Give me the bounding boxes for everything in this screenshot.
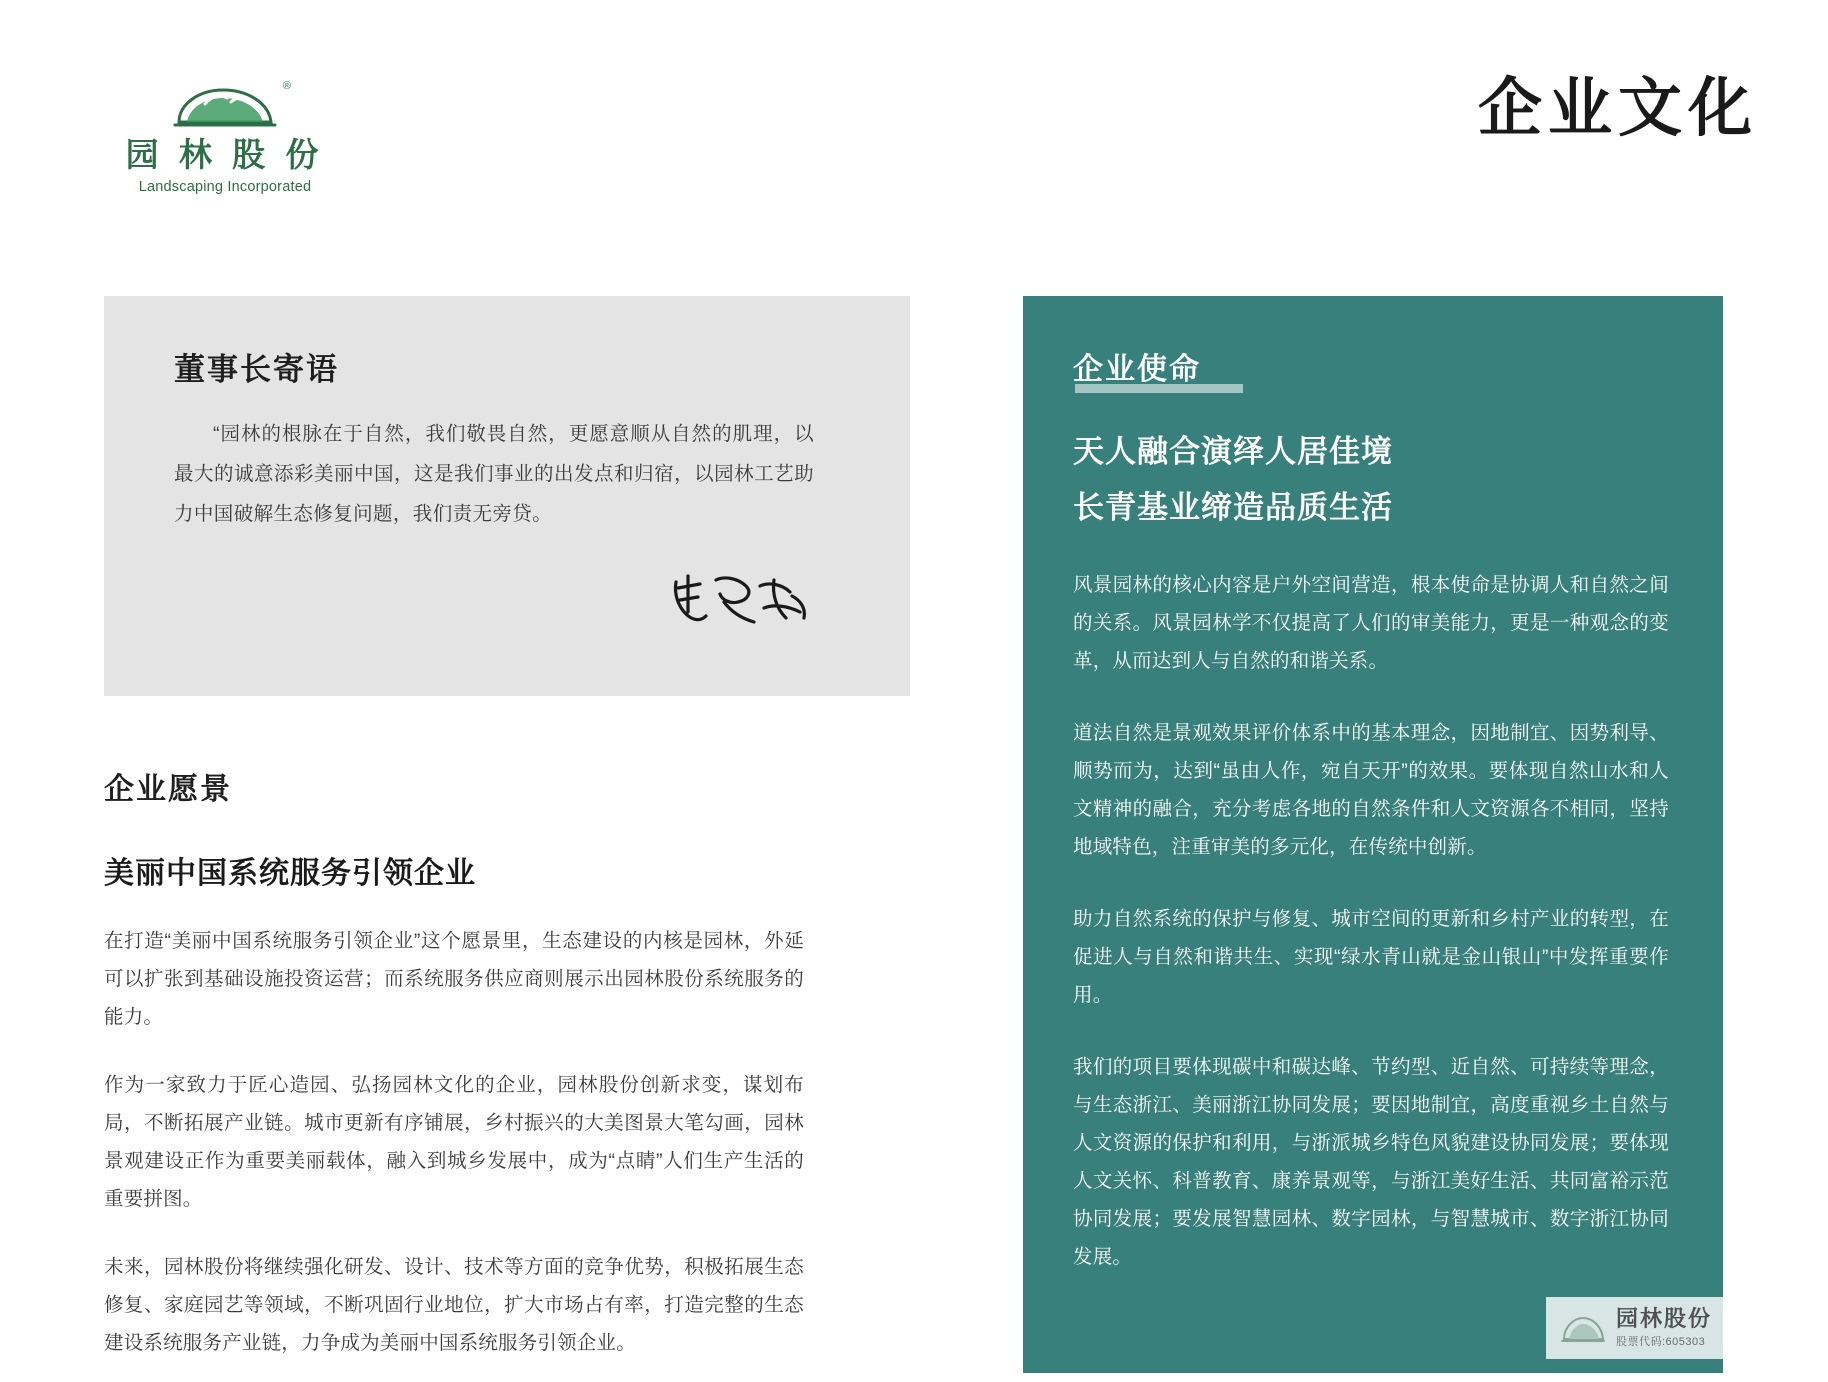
vision-heading <box>104 764 232 810</box>
chairman-message-title: 董事长寄语 <box>174 352 339 387</box>
vision-paragraphs <box>104 922 804 1362</box>
page-title-block <box>1478 72 1758 144</box>
logo-text-cn: 园 林 股 份 <box>125 138 325 174</box>
logo-mark-icon <box>165 78 291 134</box>
watermark-name: 园林股份 <box>1616 1305 1713 1331</box>
mission-paragraph: 风景园林的核心内容是户外空间营造，根本使命是协调人和自然之间的关系。风景园林学不仅提高了人们的审美能力，更是一种观念的变革，从而达到人与自然的和谐关系。 <box>1073 574 1669 673</box>
mission-heading-text: 企业使命 <box>1073 353 1201 386</box>
chairman-signature-icon <box>664 566 814 636</box>
vision-slogan: 美丽中国系统服务引领企业 <box>104 857 476 890</box>
mission-heading <box>1073 344 1201 388</box>
registered-mark: ® <box>282 80 291 92</box>
watermark <box>1546 1297 1810 1359</box>
vision-paragraph: 在打造“美丽中国系统服务引领企业”这个愿景里，生态建设的内核是园林，外延可以扩张到基础设施投资运营；而系统服务供应商则展示出园林股份系统服务的能力。 <box>104 930 804 1029</box>
mission-panel <box>1023 296 1723 1373</box>
left-column <box>104 296 910 1382</box>
watermark-stock-code: 股票代码:605303 <box>1616 1336 1706 1349</box>
chairman-message-card <box>104 296 910 696</box>
mission-paragraph: 道法自然是景观效果评价体系中的基本理念，因地制宜、因势利导、顺势而为，达到“虽由人作，宛自天开”的效果。要体现自然山水和人文精神的融合，充分考虑各地的自然条件和人文资源各不相同，坚持地域特色，注重审美的多元化，在传统中创新。 <box>1073 722 1669 859</box>
vision-paragraph: 未来，园林股份将继续强化研发、设计、技术等方面的竞争优势，积极拓展生态修复、家庭园艺等领域，不断巩固行业地位，扩大市场占有率，打造完整的生态建设系统服务产业链，力争成为美丽中国系统服务引领企业。 <box>104 1256 804 1355</box>
company-logo <box>110 78 340 195</box>
mission-paragraph: 助力自然系统的保护与修复、城市空间的更新和乡村产业的转型，在促进人与自然和谐共生、实现“绿水青山就是金山银山”中发挥重要作用。 <box>1073 908 1669 1007</box>
vision-section <box>104 764 910 1362</box>
chairman-message-text: “园林的根脉在于自然，我们敬畏自然，更愿意顺从自然的肌理，以最大的诚意添彩美丽中国，这是我们事业的出发点和归宿，以园林工艺助力中国破解生态修复问题，我们责无旁贷。 <box>174 423 814 525</box>
page-title: 企业文化 <box>1478 72 1758 144</box>
vision-heading-text: 企业愿景 <box>104 773 232 806</box>
mission-slogan-line2: 长青基业缔造品质生活 <box>1073 490 1393 526</box>
logo-text-en: Landscaping Incorporated <box>138 179 312 196</box>
mission-paragraph: 我们的项目要体现碳中和碳达峰、节约型、近自然、可持续等理念，与生态浙江、美丽浙江协同发展；要因地制宜，高度重视乡土自然与人文资源的保护和利用，与浙派城乡特色风貌建设协同发展；要体现人文关怀、科普教育、康养景观等，与浙江美好生活、共同富裕示范协同发展；要发展智慧园林、数字园林，与智慧城市、数字浙江协同发展。 <box>1073 1056 1669 1269</box>
watermark-logo-icon <box>1560 1311 1606 1345</box>
vision-paragraph: 作为一家致力于匠心造园、弘扬园林文化的企业，园林股份创新求变，谋划布局，不断拓展产业链。城市更新有序铺展，乡村振兴的大美图景大笔勾画，园林景观建设正作为重要美丽载体，融入到城乡发展中，成为“点睛”人们生产生活的重要拼图。 <box>104 1074 804 1211</box>
mission-slogan-line1: 天人融合演绎人居佳境 <box>1073 434 1393 469</box>
